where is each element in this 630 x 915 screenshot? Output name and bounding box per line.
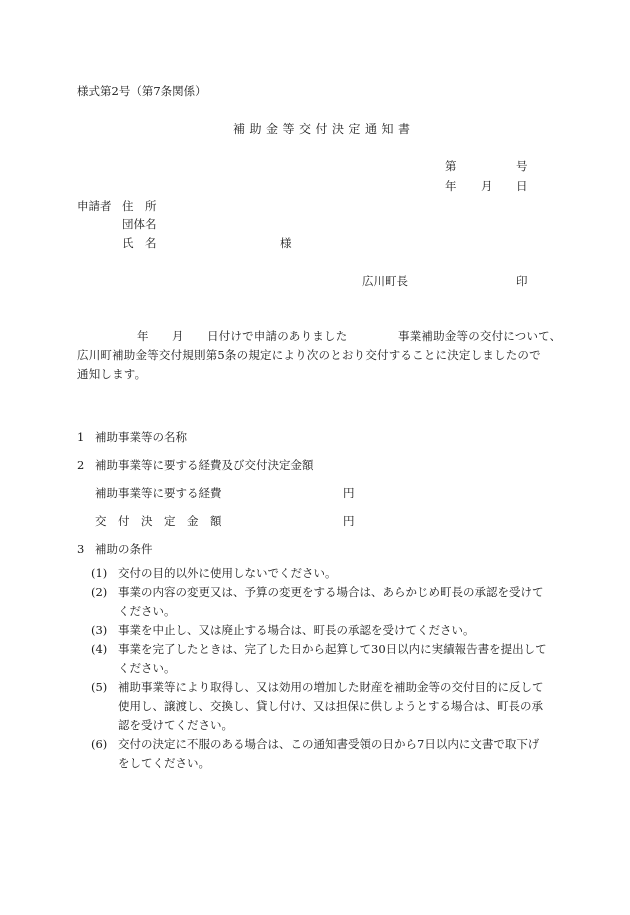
condition-3-number: (3): [91, 623, 108, 637]
honorific: 様: [280, 236, 292, 250]
body-project-text: 事業補助金等の交付について、: [398, 329, 562, 343]
condition-1-line-1: 交付の目的以外に使用しないでください。: [118, 566, 337, 580]
grant-unit: 円: [343, 514, 355, 528]
seal-mark: 印: [516, 274, 528, 288]
address-label: 住 所: [122, 199, 157, 213]
body-date-text: 日付けで申請のありました: [207, 329, 348, 343]
date-month: 月: [481, 179, 493, 193]
condition-5-line-2: 使用し、譲渡し、交換し、貸し付け、又は担保に供しようとする場合は、町長の承: [118, 699, 544, 713]
condition-2-number: (2): [91, 585, 108, 599]
item-2-number: 2: [77, 458, 85, 472]
condition-4-line-2: ください。: [118, 661, 176, 675]
item-3-label: 補助の条件: [95, 542, 153, 556]
document-number-suffix: 号: [516, 159, 528, 173]
date-day: 日: [516, 179, 528, 193]
condition-4-number: (4): [91, 642, 108, 656]
condition-2-line-1: 事業の内容の変更又は、予算の変更をする場合は、あらかじめ町長の承認を受けて: [118, 585, 544, 599]
cost-unit: 円: [343, 486, 355, 500]
body-line-3: 通知します。: [77, 367, 147, 381]
condition-5-line-1: 補助事業等により取得し、又は効用の増加した財産を補助金等の交付目的に反して: [118, 680, 544, 694]
condition-5-line-3: 認を受けてください。: [118, 718, 233, 732]
cost-label: 補助事業等に要する経費: [95, 486, 222, 500]
item-1-label: 補助事業等の名称: [95, 430, 187, 444]
issuer-name: 広川町長: [362, 274, 408, 288]
condition-5-number: (5): [91, 680, 108, 694]
applicant-label: 申請者: [77, 199, 112, 213]
document-number-prefix: 第: [445, 159, 457, 173]
condition-2-line-2: ください。: [118, 604, 176, 618]
item-3-number: 3: [77, 542, 85, 556]
condition-1-number: (1): [91, 566, 108, 580]
body-month: 月: [172, 329, 184, 343]
item-2-label: 補助事業等に要する経費及び交付決定金額: [95, 458, 314, 472]
body-line-2: 広川町補助金等交付規則第5条の規定により次のとおり交付することに決定しましたので: [77, 348, 541, 362]
organization-label: 団体名: [122, 217, 157, 231]
document-title: 補助金等交付決定通知書: [233, 122, 415, 136]
form-number: 様式第2号（第7条関係）: [77, 84, 207, 98]
name-label: 氏 名: [122, 236, 157, 250]
body-year: 年: [137, 329, 149, 343]
condition-6-line-1: 交付の決定に不服のある場合は、この通知書受領の日から7日以内に文書で取下げ: [118, 737, 540, 751]
condition-6-number: (6): [91, 737, 108, 751]
condition-4-line-1: 事業を完了したときは、完了した日から起算して30日以内に実績報告書を提出して: [118, 642, 547, 656]
condition-6-line-2: をしてください。: [118, 756, 210, 770]
grant-label: 交 付 決 定 金 額: [95, 514, 222, 528]
condition-3-line-1: 事業を中止し、又は廃止する場合は、町長の承認を受けてください。: [118, 623, 475, 637]
date-year: 年: [445, 179, 457, 193]
item-1-number: 1: [77, 430, 85, 444]
